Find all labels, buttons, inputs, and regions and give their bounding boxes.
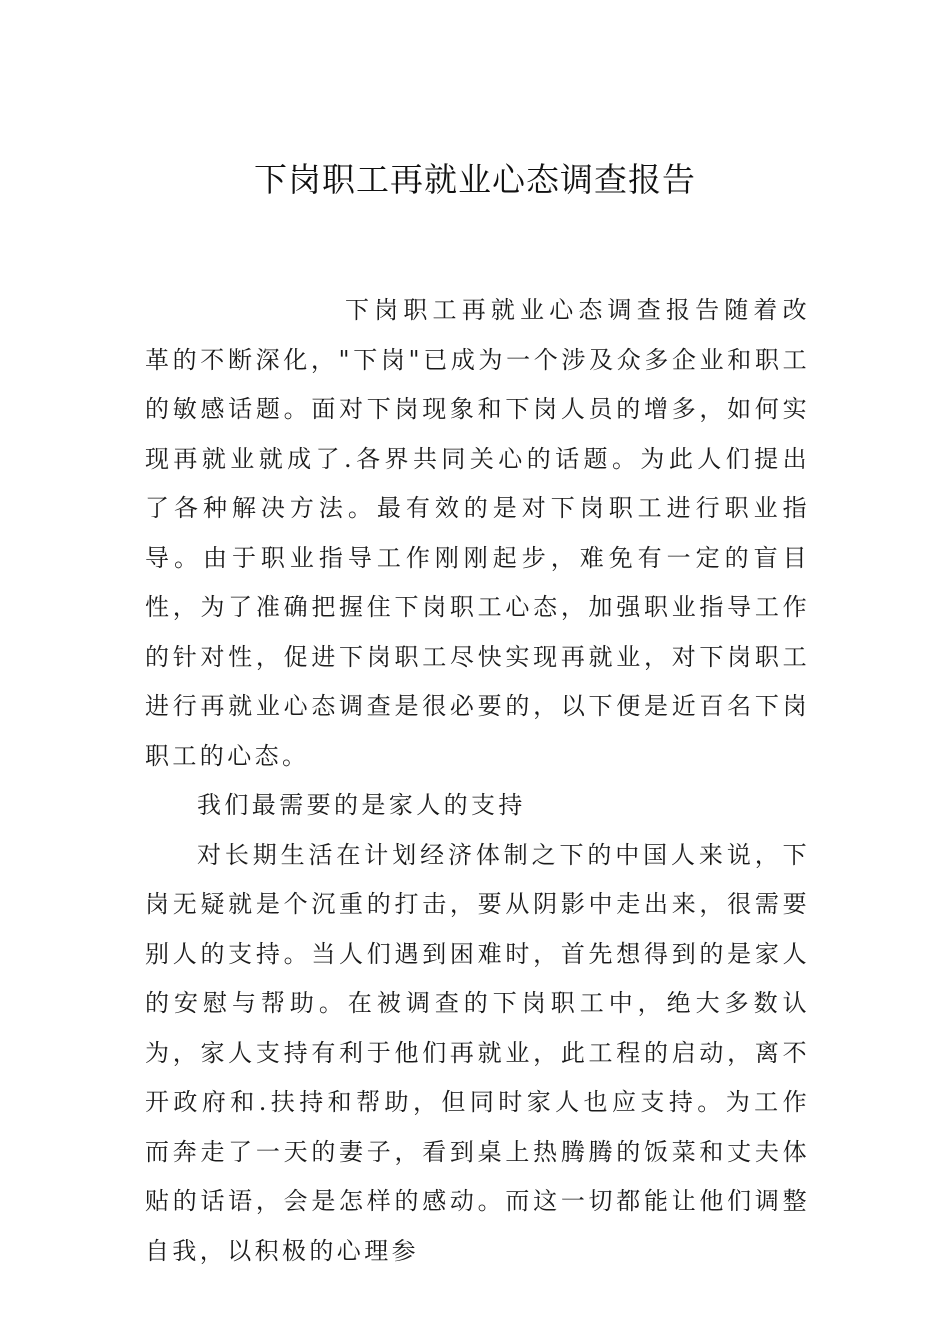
section-heading: 我们最需要的是家人的支持: [197, 791, 526, 819]
intro-paragraph: 下岗职工再就业心态调查报告随着改革的不断深化，"下岗"已成为一个涉及众多企业和职工的敏感话题。面对下岗现象和下岗人员的增多，如何实现再就业就成了.各界共同关心的话题。为此人们提出了各种解决方法。最有效的是对下岗职工进行职业指导。由于职业指导工作刚刚起步，难免有一定的盲目性，为了准确把握住下岗职工心态，加强职业指导工作的针对性，促进下岗职工尽快实现再就业，对下岗职工进行再就业心态调查是很必要的，以下便是近百名下岗职工的心态。: [145, 296, 810, 770]
body-paragraph: 对长期生活在计划经济体制之下的中国人来说，下岗无疑就是个沉重的打击，要从阴影中走出来，很需要别人的支持。当人们遇到困难时，首先想得到的是家人的安慰与帮助。在被调查的下岗职工中，绝大多数认为，家人支持有利于他们再就业，此工程的启动，离不开政府和.扶持和帮助，但同时家人也应支持。为工作而奔走了一天的妻子，看到桌上热腾腾的饭菜和丈夫体贴的话语，会是怎样的感动。而这一切都能让他们调整自我，以积极的心理参: [145, 840, 810, 1265]
document-body: [145, 286, 810, 1276]
document-title: 下岗职工再就业心态调查报告: [254, 160, 696, 199]
